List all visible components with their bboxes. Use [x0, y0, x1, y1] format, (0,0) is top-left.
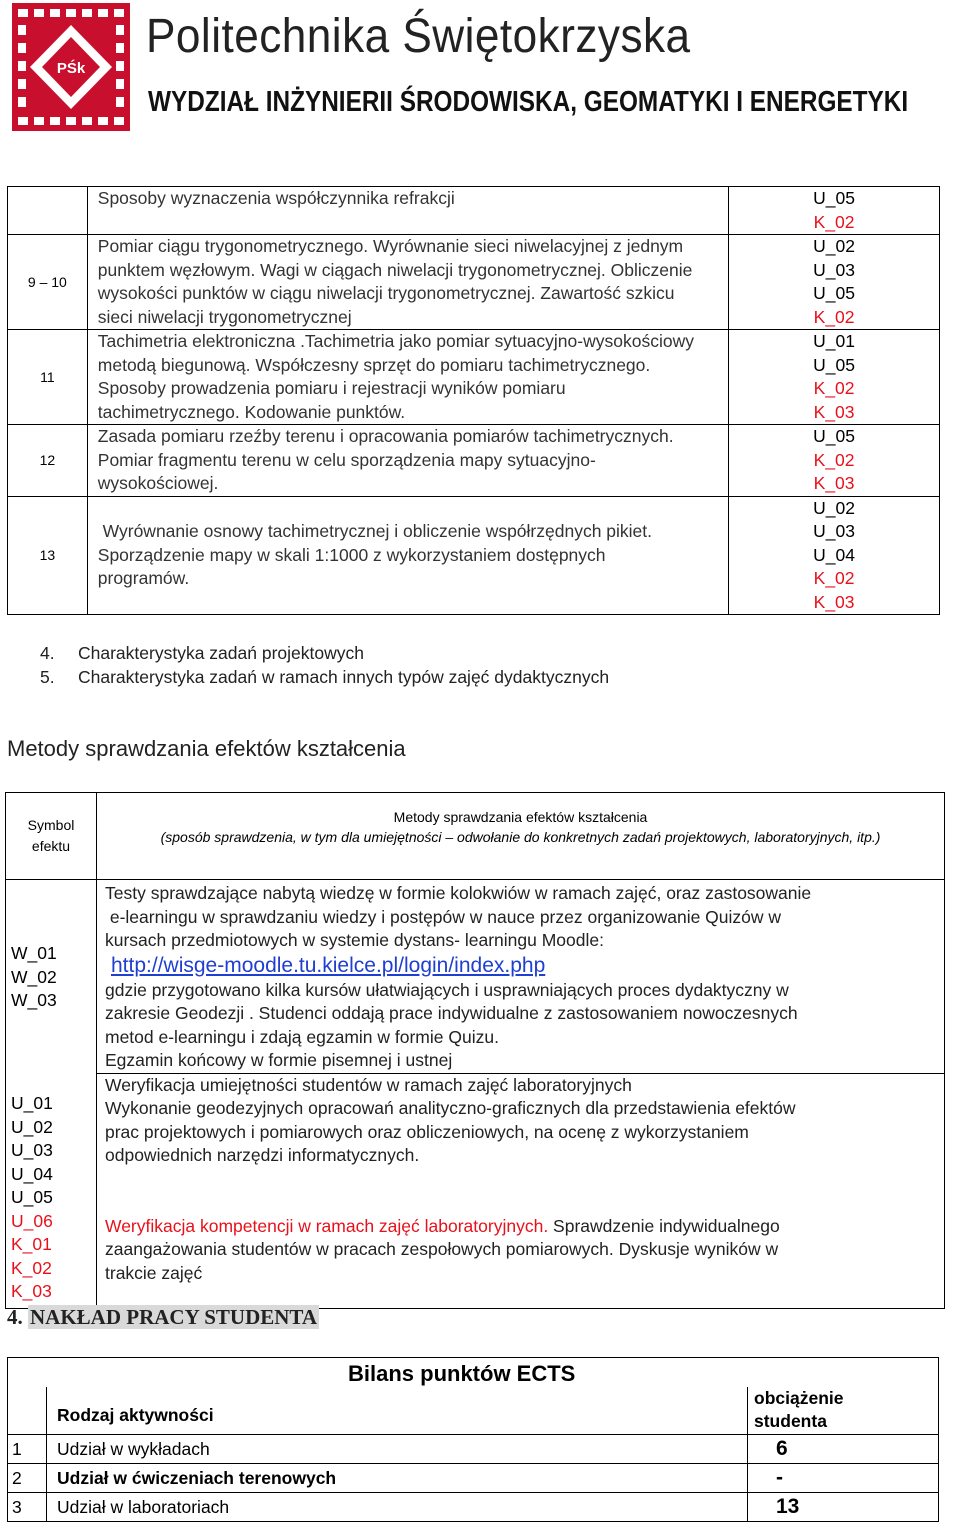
- topic-number: 13: [8, 496, 88, 615]
- effect-code: U_05: [813, 283, 856, 303]
- effect-symbols: [6, 1073, 97, 1308]
- effect-code: K_03: [11, 1281, 52, 1301]
- topic-description: [87, 330, 728, 425]
- methods-table: [5, 792, 945, 1309]
- topic-line: Pomiar fragmentu terenu w celu sporządzenia mapy sytuacyjno-: [97, 449, 596, 470]
- row-activity: Udział w wykładach: [47, 1435, 748, 1464]
- list-number: 4.: [40, 643, 55, 663]
- effect-code: K_01: [11, 1234, 52, 1254]
- topic-line: tachimetrycznego. Kodowanie punktów.: [97, 401, 406, 422]
- col-load-line: studenta: [754, 1411, 827, 1432]
- topic-line: programów.: [97, 568, 190, 588]
- effect-code: K_02: [11, 1257, 52, 1278]
- list-item: [40, 642, 609, 666]
- table-row: [8, 1358, 939, 1387]
- text-line: odpowiednich narzędzi informatycznych.: [105, 1145, 420, 1165]
- text-line: trakcie zajęć: [105, 1262, 203, 1283]
- table-row: [6, 1073, 945, 1308]
- table-row: [6, 880, 945, 1074]
- method-description: [97, 1073, 945, 1308]
- topic-number: [8, 187, 88, 235]
- effect-codes: [729, 425, 940, 497]
- effect-code: U_02: [813, 497, 856, 518]
- row-number: 1: [8, 1435, 47, 1464]
- effect-code: U_05: [813, 426, 856, 446]
- effect-code: U_04: [813, 544, 856, 565]
- table-header-row: [8, 1387, 939, 1435]
- text-line: zakresie Geodezji . Studenci oddają prace indywidualne z zastosowaniem nowoczesnych: [105, 1003, 798, 1023]
- method-description: [97, 880, 945, 1074]
- effect-code: W_02: [11, 966, 57, 987]
- row-value: 6: [748, 1435, 939, 1464]
- topic-line: sieci niwelacji trygonometrycznej: [97, 306, 352, 327]
- workload-heading: [7, 1302, 319, 1332]
- table-row: [8, 187, 940, 235]
- moodle-link[interactable]: http://wisge-moodle.tu.kielce.pl/login/index.php: [111, 953, 546, 977]
- table-row: [8, 1493, 939, 1522]
- effect-code: U_03: [813, 259, 856, 280]
- topic-number: 11: [8, 330, 88, 425]
- topic-line: Sposoby wyznaczenia współczynnika refrakcji: [97, 188, 455, 208]
- effect-codes: [729, 496, 940, 615]
- table-row: [8, 330, 940, 425]
- col-load: [748, 1387, 939, 1435]
- text-line: zaangażowania studentów w pracach zespołowych pomiarowych. Dyskusje wyników w: [105, 1239, 779, 1259]
- effect-code: U_01: [813, 331, 856, 351]
- effect-codes: [729, 235, 940, 330]
- topic-line: Wyrównanie osnowy tachimetrycznej i obliczenie współrzędnych pikiet.: [97, 521, 653, 541]
- effect-code: K_02: [813, 378, 855, 398]
- table-header-row: [6, 793, 945, 880]
- header-symbol-line: efektu: [31, 838, 71, 854]
- logo-text: PŚk: [56, 60, 86, 77]
- text-line: prac projektowych i pomiarowych oraz obliczeniowych, na ocenę z wykorzystaniem: [105, 1121, 749, 1142]
- table-row: [8, 235, 940, 330]
- section-heading: Metody sprawdzania efektów kształcenia: [7, 736, 406, 761]
- effect-codes: [729, 187, 940, 235]
- effect-code: W_01: [11, 943, 57, 963]
- header-methods: [97, 793, 945, 880]
- topic-line: Tachimetria elektroniczna .Tachimetria jako pomiar sytuacyjno-wysokościowy: [97, 331, 694, 351]
- effect-code: U_03: [11, 1140, 53, 1160]
- university-name: Politechnika Świętokrzyska: [146, 10, 691, 63]
- topic-line: punktem węzłowym. Wagi w ciągach niwelacji trygonometrycznej. Obliczenie: [97, 259, 693, 280]
- effect-code: K_03: [813, 591, 855, 612]
- effect-codes: [729, 330, 940, 425]
- topic-line: Zasada pomiaru rzeźby terenu i opracowania pomiarów tachimetrycznych.: [97, 426, 674, 446]
- effect-code: U_05: [11, 1187, 53, 1207]
- col-number: [8, 1387, 47, 1435]
- topic-line: wysokościowej.: [97, 473, 219, 493]
- row-number: 3: [8, 1493, 47, 1522]
- effect-code: K_02: [813, 211, 855, 232]
- university-logo: [12, 3, 130, 131]
- text-line: gdzie przygotowano kilka kursów ułatwiających i usprawniających proces dydaktyczny w: [105, 979, 789, 1000]
- effect-code: U_06: [11, 1210, 53, 1231]
- text-line: Egzamin końcowy w formie pisemnej i ustnej: [105, 1050, 453, 1070]
- topic-number: 12: [8, 425, 88, 497]
- topic-description: [87, 235, 728, 330]
- effect-symbols: [6, 880, 97, 1074]
- topic-line: [98, 497, 720, 521]
- row-activity: Udział w ćwiczeniach terenowych: [47, 1464, 748, 1493]
- header-symbol-line: Symbol: [27, 817, 75, 833]
- page-header: [0, 0, 960, 140]
- topic-description: [87, 496, 728, 615]
- topic-line: Pomiar ciągu trygonometrycznego. Wyrównanie sieci niwelacyjnej z jednym: [97, 236, 684, 256]
- effect-code: U_01: [11, 1093, 53, 1113]
- effect-code: U_04: [11, 1163, 53, 1184]
- effect-code: U_03: [813, 521, 856, 541]
- heading-number: 4.: [7, 1305, 23, 1329]
- topic-description: [87, 187, 728, 235]
- table-row: [8, 1464, 939, 1493]
- text-line: Testy sprawdzające nabytą wiedzę w formie kolokwiów w ramach zajęć, oraz zastosowanie: [105, 883, 812, 903]
- text-red: Weryfikacja kompetencji w ramach zajęć laboratoryjnych.: [105, 1215, 549, 1236]
- row-value: 13: [748, 1493, 939, 1522]
- list-label: Charakterystyka zadań projektowych: [78, 643, 364, 663]
- table-row: [8, 1435, 939, 1464]
- text-line: metod e-learningu i zdają egzamin w formie Quizu.: [105, 1026, 499, 1047]
- text-line: Sprawdzenie indywidualnego: [548, 1215, 780, 1236]
- effect-code: K_02: [813, 449, 855, 470]
- text-line: Wykonanie geodezyjnych opracowań analityczno-graficznych dla przedstawienia efektów: [105, 1098, 796, 1118]
- list-item: [40, 666, 609, 690]
- header-subtitle: (sposób sprawdzenia, w tym dla umiejętności – odwołanie do konkretnych zadań projektowych, laboratoryjnych, itp.): [160, 829, 881, 845]
- row-number: 2: [8, 1464, 47, 1493]
- topics-table: [7, 186, 940, 615]
- list-label: Charakterystyka zadań w ramach innych typów zajęć dydaktycznych: [78, 666, 610, 687]
- col-activity: Rodzaj aktywności: [47, 1387, 748, 1435]
- text-line: kursach przedmiotowych w systemie dystans- learningu Moodle:: [105, 930, 604, 950]
- table-row: [8, 496, 940, 615]
- ects-title: Bilans punktów ECTS: [8, 1358, 939, 1387]
- effect-code: U_05: [813, 188, 856, 208]
- topic-line: metodą biegunową. Współczesny sprzęt do pomiaru tachimetrycznego.: [97, 354, 651, 375]
- topic-line: Sposoby prowadzenia pomiaru i rejestracji wyników pomiaru: [97, 378, 566, 398]
- header-title: Metody sprawdzania efektów kształcenia: [393, 809, 648, 825]
- effect-code: K_03: [813, 473, 855, 493]
- header-symbol: [6, 793, 97, 880]
- section-list: [40, 642, 609, 689]
- list-number: 5.: [40, 666, 55, 687]
- text-line: Weryfikacja umiejętności studentów w ramach zajęć laboratoryjnych: [105, 1074, 632, 1095]
- topic-description: [87, 425, 728, 497]
- heading-label: NAKŁAD PRACY STUDENTA: [30, 1305, 318, 1329]
- ects-table: [7, 1357, 939, 1522]
- row-activity: Udział w laboratoriach: [47, 1493, 748, 1522]
- topic-line: Sporządzenie mapy w skali 1:1000 z wykorzystaniem dostępnych: [97, 544, 606, 565]
- effect-code: U_02: [813, 236, 856, 256]
- effect-code: K_02: [813, 306, 855, 327]
- faculty-name: WYDZIAŁ INŻYNIERII ŚRODOWISKA, GEOMATYKI I ENERGETYKI: [148, 86, 909, 118]
- effect-code: K_03: [813, 401, 855, 422]
- effect-code: U_02: [11, 1116, 53, 1137]
- table-row: [8, 425, 940, 497]
- topic-line: wysokości punktów w ciągu niwelacji trygonometrycznej. Zawartość szkicu: [97, 283, 675, 303]
- text-line: e-learningu w sprawdzaniu wiedzy i postępów w nauce przez organizowanie Quizów w: [105, 906, 782, 927]
- row-value: -: [748, 1464, 939, 1493]
- col-load-line: obciążenie: [754, 1388, 844, 1409]
- effect-code: K_02: [813, 568, 855, 588]
- topic-number: 9 – 10: [8, 235, 88, 330]
- effect-code: W_03: [11, 990, 57, 1010]
- effect-code: U_05: [813, 354, 856, 375]
